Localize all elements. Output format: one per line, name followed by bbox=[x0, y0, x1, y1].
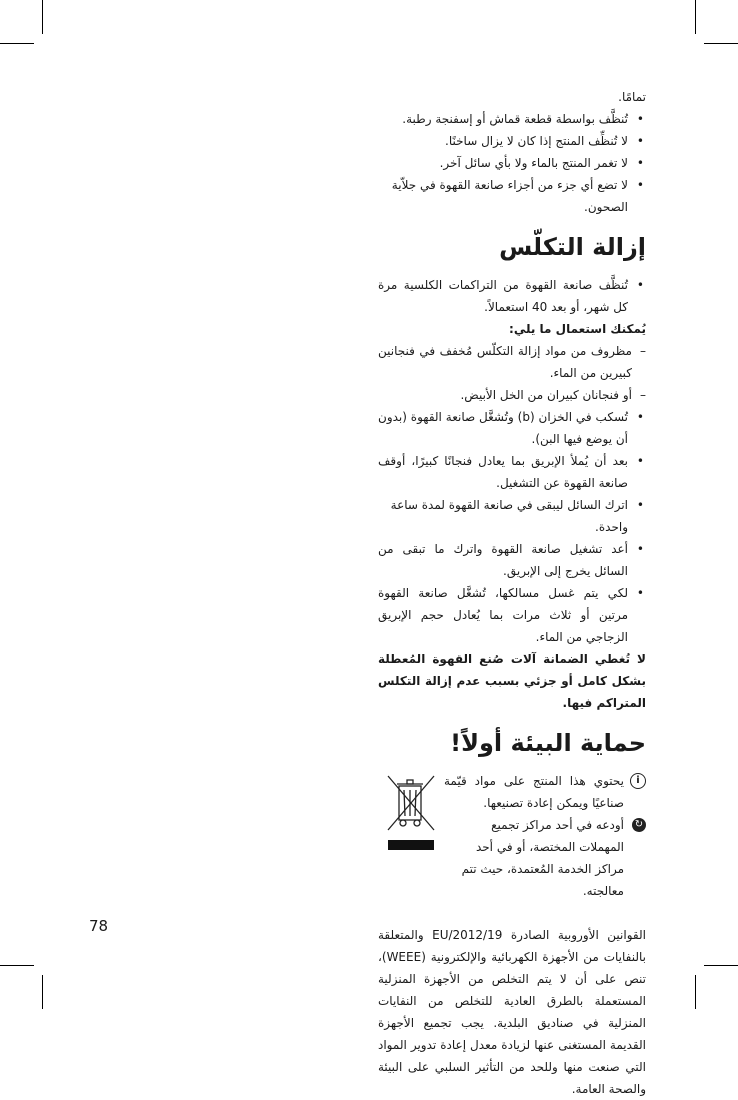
descaling-intro: • تُنظَّف صانعة القهوة من التراكمات الكلسية مرة كل شهر، أو بعد 40 استعمالاً. bbox=[378, 274, 646, 318]
descaling-step: • بعد أن يُملأ الإبريق بما يعادل فنجانًا كبيرًا، أوقف صانعة القهوة عن التشغيل. bbox=[378, 450, 646, 494]
crop-mark bbox=[695, 975, 696, 1009]
dash-item: – مظروف من مواد إزالة التكلّس مُخفف في فنجانين كبيرين من الماء. bbox=[378, 340, 646, 384]
descaling-step: • لكي يتم غسل مسالكها، تُشغَّل صانعة القهوة مرتين أو ثلاث مرات بما يُعادل حجم الإبريق الزجاجي من الماء. bbox=[378, 582, 646, 648]
weee-regulation-text: القوانين الأوروبية الصادرة EU/2012/19 والمتعلقة بالنفايات من الأجهزة الكهربائية والإلكترونية (WEEE)، تنص على أن لا يتم التخلص من الأجهزة المنزلية المستعملة بالطرق العادية للتخلص من النفايات المنزلية في صناديق البلدية. يجب تجميع الأجهزة القديمة المستغنى عنها لزيادة معدل إعادة تدوير المواد التي صنعت منها وللحد من التأثير السلبي على البيئة والصحة العامة. bbox=[378, 928, 646, 1096]
recycle-row bbox=[444, 814, 646, 902]
cleaning-bullet: • تُنظَّف بواسطة قطعة قماش أو إسفنجة رطبة. bbox=[378, 108, 646, 130]
warranty-note: لا تُغطي الضمانة آلات صُنع القهوة المُعطلة بشكل كامل أو جزئي بسبب عدم إزالة التكلس المتراكم فيها. bbox=[378, 652, 646, 710]
descaling-heading: إزالة التكلّس bbox=[499, 233, 646, 261]
page-number: 78 bbox=[89, 917, 109, 935]
crossed-out-bin-icon bbox=[382, 770, 440, 902]
info-row bbox=[444, 770, 646, 814]
continued-line: تمامًا. bbox=[618, 90, 646, 104]
cleaning-bullet: • لا تُنظِّف المنتج إذا كان لا يزال ساخنًا. bbox=[378, 130, 646, 152]
cleaning-bullet: • لا تغمر المنتج بالماء ولا بأي سائل آخر. bbox=[378, 152, 646, 174]
recycle-icon: ↻ bbox=[632, 818, 646, 832]
page-content bbox=[378, 86, 646, 1100]
crop-mark bbox=[695, 0, 696, 34]
dash-item: – أو فنجانان كبيران من الخل الأبيض. bbox=[378, 384, 646, 406]
info-icon: i bbox=[630, 773, 646, 789]
descaling-step: • تُسكب في الخزان (b) وتُشغَّل صانعة القهوة (بدون أن يوضع فيها البن). bbox=[378, 406, 646, 450]
environment-text bbox=[444, 770, 646, 902]
crop-mark bbox=[704, 43, 738, 44]
info-text: يحتوي هذا المنتج على مواد قيّمة صناعيًا ويمكن إعادة تصنيعها. bbox=[444, 774, 624, 810]
crop-mark bbox=[0, 43, 34, 44]
crop-mark bbox=[0, 965, 34, 966]
environment-block bbox=[378, 770, 646, 902]
crop-mark bbox=[42, 0, 43, 34]
recycle-text: أودعه في أحد مراكز تجميع المهملات المختصة، أو في أحد مراكز الخدمة المُعتمدة، حيث تتم معالجته. bbox=[461, 818, 624, 898]
cleaning-bullet: • لا تضع أي جزء من أجزاء صانعة القهوة في جلاّية الصحون. bbox=[378, 174, 646, 218]
environment-heading: حماية البيئة أولاً! bbox=[450, 729, 646, 757]
descaling-step: • أعد تشغيل صانعة القهوة واترك ما تبقى من السائل يخرج إلى الإبريق. bbox=[378, 538, 646, 582]
descaling-step: • اترك السائل ليبقى في صانعة القهوة لمدة ساعة واحدة. bbox=[378, 494, 646, 538]
can-use-label: يُمكنك استعمال ما يلي: bbox=[509, 322, 646, 336]
crop-mark bbox=[704, 965, 738, 966]
crop-mark bbox=[42, 975, 43, 1009]
